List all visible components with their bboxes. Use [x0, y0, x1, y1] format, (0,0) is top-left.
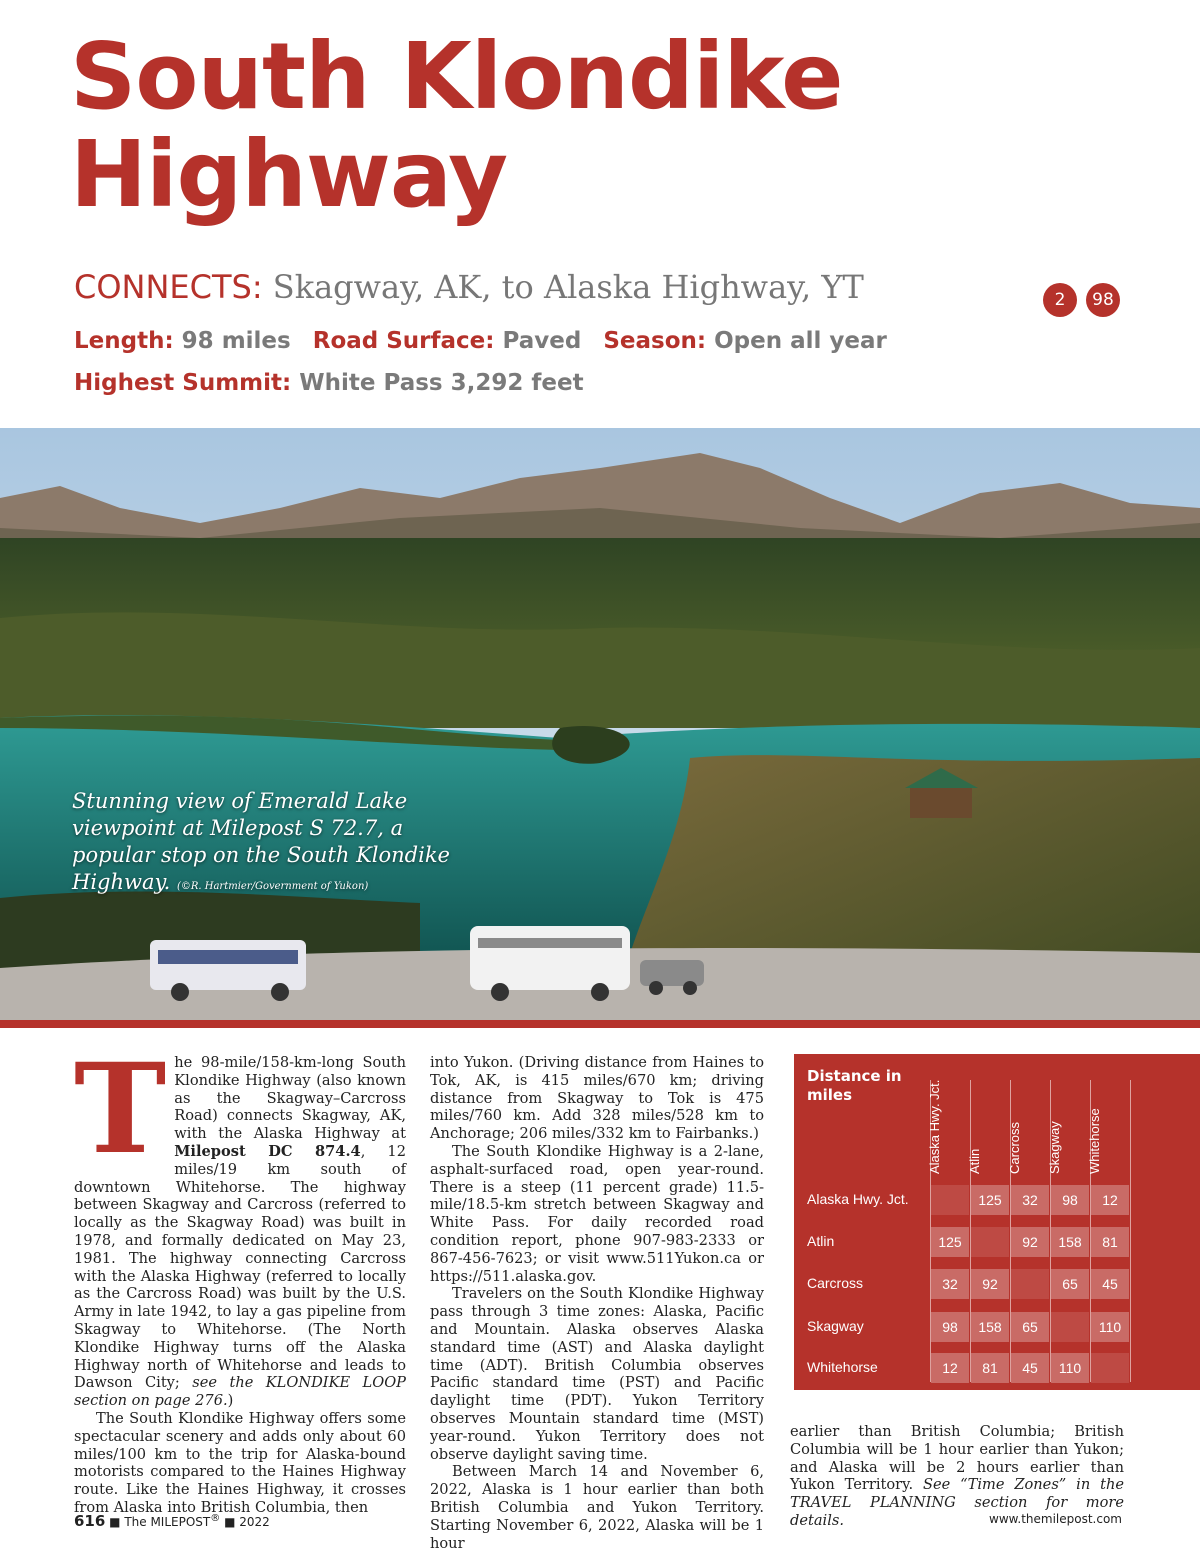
row-name: Alaska Hwy. Jct.: [807, 1191, 909, 1207]
drop-cap: T: [74, 1037, 167, 1182]
page-title: [70, 23, 1070, 228]
specs-line-1: [74, 328, 887, 354]
col-header-text: Alaska Hwy. Jct.: [927, 1079, 942, 1174]
title-line-1: South Klondike: [70, 23, 843, 130]
table-cell: 92: [971, 1269, 1009, 1299]
distance-table: [794, 1054, 1200, 1390]
season-value: Open all year: [706, 328, 887, 354]
row-name: Atlin: [807, 1233, 835, 1249]
table-cell: 125: [931, 1227, 969, 1257]
col-header-text: Carcross: [1007, 1121, 1022, 1174]
table-cell: 125: [971, 1185, 1009, 1215]
summit-label: Highest Summit:: [74, 370, 292, 396]
row-name: Skagway: [807, 1318, 864, 1334]
row-name: Carcross: [807, 1275, 864, 1291]
length-label: Length:: [74, 328, 174, 354]
photo-divider: [0, 1020, 1200, 1028]
surface-label: Road Surface:: [312, 328, 495, 354]
specs-line-2: [74, 370, 584, 396]
paragraph-1: [74, 1037, 406, 1410]
table-row: [794, 1185, 1200, 1215]
route-badge-2: 2: [1043, 283, 1077, 317]
table-cell: [1091, 1353, 1129, 1383]
season-label: Season:: [603, 328, 707, 354]
page-footer-left: 616 ■ The MILEPOST® ■ 2022: [74, 1512, 270, 1530]
table-cell: 81: [1091, 1227, 1129, 1257]
p1-text-c: ): [227, 1392, 234, 1410]
caption-text: Stunning view of Emerald Lake viewpoint at Milepost S 72.7, a popular stop on the South Klondike Highway.: [72, 789, 450, 894]
table-cell: 65: [1011, 1312, 1049, 1342]
publication-year: 2022: [239, 1515, 270, 1529]
table-cell: 92: [1011, 1227, 1049, 1257]
article-column-2: [430, 1054, 764, 1552]
table-cell: 45: [1011, 1353, 1049, 1383]
connects-value: Skagway, AK, to Alaska Highway, YT: [262, 268, 864, 306]
table-row: [794, 1312, 1200, 1342]
connects-line: [74, 268, 864, 306]
page-number: 616: [74, 1512, 106, 1530]
table-cell: 110: [1091, 1312, 1129, 1342]
table-cell: 158: [971, 1312, 1009, 1342]
distance-table-title: Distance in miles: [807, 1067, 902, 1104]
col-header-text: Skagway: [1047, 1121, 1062, 1174]
photo-caption: [72, 788, 472, 900]
milepost-ref: Milepost DC 874.4: [174, 1142, 361, 1160]
time-zones-ref: See “Time Zones” in the TRAVEL PLANNING section for more details.: [790, 1476, 1124, 1529]
table-cell: 158: [1051, 1227, 1089, 1257]
connects-label: CONNECTS:: [74, 268, 263, 306]
website-link[interactable]: www.themilepost.com: [989, 1512, 1122, 1526]
route-badge-98: 98: [1086, 283, 1120, 317]
paragraph-3: The South Klondike Highway is a 2-lane, asphalt-surfaced road, open year-round. There is a steep (11 percent grade) 11.5-mile/18.5-km stretch between Skagway and White Pass. For daily recorded road condition report, phone 907-983-2333 or 867-456-7623; or visit www.511Yukon.ca or https://511.alaska.gov.: [430, 1142, 764, 1285]
table-cell: [1051, 1312, 1089, 1342]
paragraph-4: Travelers on the South Klondike Highway pass through 3 time zones: Alaska, Pacific and Mountain. Alaska observes Alaska standard time (AST) and Alaska daylight time (ADT). British Columbia observes Pacific standard time (PST) and Pacific daylight time (PDT). Yukon Territory observes Mountain standard time (MST) year-round. Yukon Territory does not observe daylight saving time.: [430, 1285, 764, 1463]
surface-value: Paved: [494, 328, 582, 354]
footer-bullet: ■: [224, 1515, 236, 1529]
emerald-lake-photo: [0, 428, 1200, 1020]
table-cell: 65: [1051, 1269, 1089, 1299]
length-value: 98 miles: [173, 328, 291, 354]
p1-text-b: , 12 miles/19 km south of downtown Whitehorse. The highway between Skagway and Carcross (referred to locally as the Skagway Road) was built in 1978, and formally dedicated on May 23, 1981. The highway connecting Carcross with the Alaska Highway (referred to locally as the Carcross Road) was built by the U.S. Army in late 1942, to lay a gas pipeline from Skagway to Whitehorse. (The North Klondike Highway turns off the Alaska Highway north of Whitehorse and leads to Dawson City;: [74, 1142, 406, 1392]
title-line-2: Highway: [70, 121, 508, 228]
footer-bullet: ■: [109, 1515, 121, 1529]
table-cell: 98: [1051, 1185, 1089, 1215]
klondike-loop-ref: see the KLONDIKE LOOP section on page 276.: [74, 1374, 406, 1410]
table-cell: 12: [1091, 1185, 1129, 1215]
table-cell: [931, 1185, 969, 1215]
paragraph-2: The South Klondike Highway offers some spectacular scenery and adds only about 60 miles/100 km to the trip for Alaska-bound motorists compared to the Haines Highway route. Like the Haines Highway, it crosses from Alaska into British Columbia, then: [74, 1409, 406, 1516]
landscape-illustration: [0, 428, 1200, 1020]
col-header-text: Whitehorse: [1087, 1108, 1102, 1174]
table-cell: 32: [931, 1269, 969, 1299]
table-cell: [971, 1227, 1009, 1257]
p5-cont-text: earlier than British Columbia; British Columbia will be 1 hour earlier than Yukon; and Alaska will be 2 hours earlier than Yukon Territory.: [790, 1423, 1124, 1494]
table-row: [794, 1227, 1200, 1257]
paragraph-5: Between March 14 and November 6, 2022, Alaska is 1 hour earlier than both British Columbia and Yukon Territory. Starting November 6, 2022, Alaska will be 1 hour: [430, 1463, 764, 1552]
col-header-text: Atlin: [967, 1148, 982, 1174]
paragraph-2-continued: into Yukon. (Driving distance from Haines to Tok, AK, is 415 miles/670 km; driving distance from Skagway to Tok is 475 miles/760 km. Add 328 miles/528 km to Anchorage; 206 miles/332 km to Fairbanks.): [430, 1054, 764, 1143]
table-cell: 32: [1011, 1185, 1049, 1215]
table-cell: 98: [931, 1312, 969, 1342]
table-row: [794, 1269, 1200, 1299]
row-name: Whitehorse: [807, 1359, 878, 1375]
photo-credit: (©R. Hartmier/Government of Yukon): [176, 881, 369, 892]
table-row: [794, 1353, 1200, 1383]
table-cell: 45: [1091, 1269, 1129, 1299]
table-cell: 12: [931, 1353, 969, 1383]
publication-name: The MILEPOST: [124, 1515, 211, 1529]
summit-value: White Pass 3,292 feet: [291, 370, 584, 396]
table-cell: 81: [971, 1353, 1009, 1383]
article-column-1: [74, 1037, 406, 1517]
table-cell: 110: [1051, 1353, 1089, 1383]
p1-text-a: he 98-mile/158-km-long South Klondike Highway (also known as the Skagway–Carcross Road) connects Skagway, AK, with the Alaska Highway at: [174, 1054, 406, 1143]
table-cell: [1011, 1269, 1049, 1299]
